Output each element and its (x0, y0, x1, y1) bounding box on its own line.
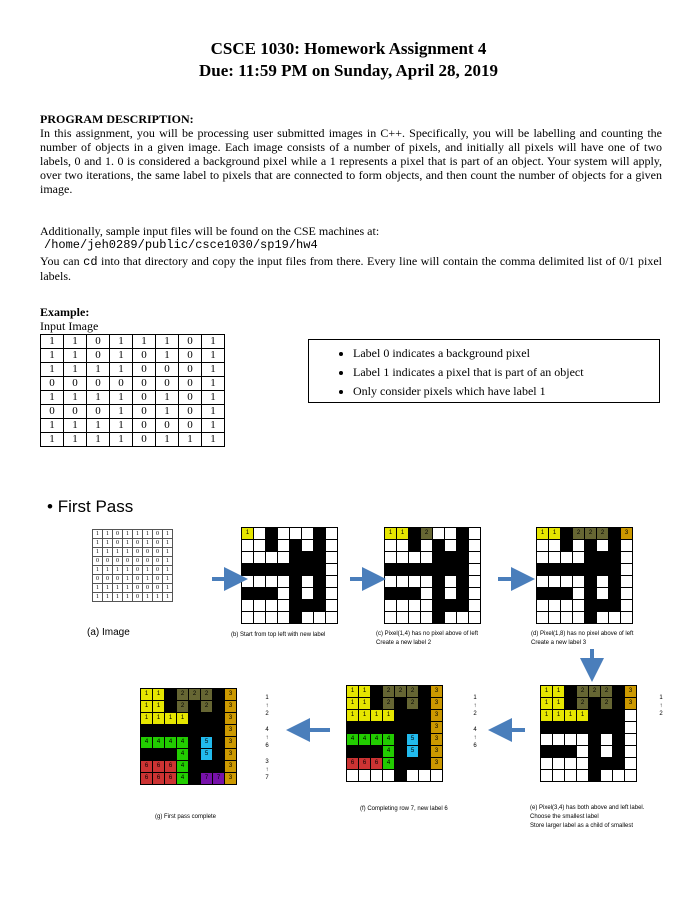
pixel-cell: 1 (541, 710, 552, 721)
pixel-cell: 1 (371, 710, 382, 721)
matrix-cell: 0 (156, 419, 179, 433)
matrix-cell: 0 (179, 335, 202, 349)
matrix-cell: 1 (113, 548, 123, 557)
matrix-cell: 1 (110, 419, 133, 433)
pixel-cell: 2 (597, 528, 608, 539)
matrix-cell: 0 (179, 377, 202, 391)
matrix-cell: 0 (179, 363, 202, 377)
pixel-cell: 1 (141, 701, 152, 712)
pixel-cell: 2 (573, 528, 584, 539)
pixel-cell: 4 (153, 737, 164, 748)
matrix-cell: 1 (87, 433, 110, 447)
equivalence-note: 6 (473, 743, 477, 749)
caption-e3: Store larger label as a child of smallest (530, 823, 634, 829)
equivalence-note: ↑ (265, 735, 269, 741)
pixel-cell: 1 (397, 528, 408, 539)
matrix-cell: 1 (123, 575, 133, 584)
pixel-cell: 1 (242, 528, 253, 539)
matrix-cell: 0 (153, 530, 163, 539)
matrix-cell: 1 (163, 557, 173, 566)
pixel-cell: 1 (565, 710, 576, 721)
pixel-cell: 7 (213, 773, 224, 784)
matrix-cell: 0 (133, 584, 143, 593)
matrix-cell: 1 (110, 363, 133, 377)
matrix-cell: 1 (163, 530, 173, 539)
matrix-cell: 0 (153, 557, 163, 566)
pixel-cell: 4 (177, 749, 188, 760)
equivalence-note: 4 (265, 727, 269, 733)
matrix-cell: 1 (156, 433, 179, 447)
matrix-cell: 0 (153, 539, 163, 548)
matrix-cell: 0 (133, 391, 156, 405)
pixel-cell: 3 (431, 698, 442, 709)
description-heading: PROGRAM DESCRIPTION: (40, 112, 194, 126)
pixel-cell: 3 (431, 746, 442, 757)
matrix-cell: 1 (143, 539, 153, 548)
matrix-cell: 1 (202, 433, 225, 447)
matrix-cell: 1 (64, 433, 87, 447)
matrix-cell: 1 (123, 530, 133, 539)
description-body: In this assignment, you will be processing user submitted images in C++. Specifically, you will be labelling and counting the number of objects in a given image. Each image consists of a number of pixels, and initially all pixels will have one of two labels, 0 and 1. 0 is considered a background pixel while a 1 represents a pixel that is part of an object. Your system will apply, over two iterations, the same label to pixels that are connected to form objects, and then count the number of objects for a given image. (40, 126, 662, 196)
pixel-cell: 6 (141, 761, 152, 772)
matrix-cell: 0 (41, 377, 64, 391)
matrix-cell: 1 (133, 530, 143, 539)
matrix-cell: 1 (41, 419, 64, 433)
matrix-cell: 1 (41, 433, 64, 447)
pixel-cell: 1 (549, 528, 560, 539)
matrix-cell: 1 (123, 584, 133, 593)
pixel-cell: 4 (383, 734, 394, 745)
matrix-cell: 1 (87, 391, 110, 405)
caption-d1: (d) Pixel(1,8) has no pixel above of left (531, 631, 634, 637)
matrix-cell: 1 (93, 584, 103, 593)
matrix-cell: 0 (179, 405, 202, 419)
caption-b: (b) Start from top left with new label (231, 632, 326, 638)
pixel-cell: 1 (359, 710, 370, 721)
pixel-cell: 6 (153, 773, 164, 784)
matrix-cell: 1 (41, 349, 64, 363)
pixel-cell: 1 (347, 710, 358, 721)
matrix-cell: 1 (87, 419, 110, 433)
matrix-cell: 0 (153, 584, 163, 593)
rule-item: • Label 1 indicates a pixel that is part of an object (353, 363, 659, 382)
pixel-cell: 1 (177, 713, 188, 724)
matrix-cell: 1 (64, 363, 87, 377)
pixel-cell: 2 (407, 698, 418, 709)
pixel-cell: 3 (225, 749, 236, 760)
matrix-cell: 0 (123, 557, 133, 566)
matrix-cell: 1 (93, 593, 103, 602)
pixel-cell: 1 (553, 698, 564, 709)
matrix-cell: 1 (163, 593, 173, 602)
matrix-cell: 0 (133, 557, 143, 566)
matrix-cell: 1 (202, 377, 225, 391)
matrix-cell: 0 (179, 349, 202, 363)
equivalence-note: 4 (473, 727, 477, 733)
pixel-cell: 1 (537, 528, 548, 539)
matrix-cell: 1 (143, 530, 153, 539)
first-pass-heading: • First Pass (47, 497, 134, 516)
caption-f: (f) Completing row 7, new label 6 (360, 806, 448, 812)
matrix-cell: 1 (64, 349, 87, 363)
pixel-cell: 4 (383, 746, 394, 757)
pixel-cell: 4 (347, 734, 358, 745)
pixel-cell: 3 (625, 698, 636, 709)
matrix-cell: 1 (113, 584, 123, 593)
matrix-cell: 1 (123, 566, 133, 575)
pixel-cell: 3 (431, 734, 442, 745)
matrix-cell: 1 (87, 363, 110, 377)
matrix-cell: 0 (87, 405, 110, 419)
matrix-cell: 1 (163, 584, 173, 593)
equivalence-note: ↑ (473, 703, 477, 709)
matrix-cell: 1 (153, 593, 163, 602)
pixel-cell: 4 (177, 773, 188, 784)
matrix-cell: 0 (64, 377, 87, 391)
pixel-cell: 3 (225, 737, 236, 748)
matrix-cell: 1 (110, 335, 133, 349)
matrix-cell: 0 (153, 566, 163, 575)
due-date: Due: 11:59 PM on Sunday, April 28, 2019 (199, 61, 498, 80)
pixel-cell: 1 (141, 713, 152, 724)
matrix-cell: 1 (113, 593, 123, 602)
equivalence-note: 2 (473, 711, 477, 717)
input-path: /home/jeh0289/public/csce1030/sp19/hw4 (44, 238, 318, 252)
matrix-cell: 1 (103, 548, 113, 557)
matrix-cell: 0 (179, 391, 202, 405)
pixel-cell: 2 (201, 701, 212, 712)
matrix-cell: 0 (133, 593, 143, 602)
matrix-cell: 1 (123, 539, 133, 548)
cd-command: cd (83, 255, 98, 269)
matrix-cell: 0 (87, 335, 110, 349)
equivalence-note: 1 (473, 695, 477, 701)
pixel-cell: 1 (359, 698, 370, 709)
matrix-cell: 0 (143, 548, 153, 557)
equivalence-note: 7 (265, 775, 269, 781)
matrix-cell: 0 (153, 548, 163, 557)
matrix-cell: 1 (93, 548, 103, 557)
pixel-cell: 2 (577, 686, 588, 697)
matrix-cell: 1 (103, 530, 113, 539)
matrix-cell: 1 (103, 593, 113, 602)
pixel-cell: 2 (421, 528, 432, 539)
matrix-cell: 0 (103, 557, 113, 566)
matrix-cell: 0 (133, 377, 156, 391)
matrix-cell: 0 (93, 557, 103, 566)
pixel-cell: 6 (371, 758, 382, 769)
caption-d2: Create a new label 3 (531, 640, 587, 646)
matrix-cell: 1 (202, 391, 225, 405)
matrix-cell: 1 (143, 593, 153, 602)
matrix-cell: 1 (202, 419, 225, 433)
matrix-cell: 0 (133, 539, 143, 548)
matrix-cell: 1 (163, 566, 173, 575)
pixel-cell: 6 (165, 773, 176, 784)
pixel-cell: 2 (601, 698, 612, 709)
example-subheading: Input Image (40, 319, 99, 333)
caption-g: (g) First pass complete (155, 814, 217, 820)
equivalence-note: 3 (265, 759, 269, 765)
pixel-cell: 5 (201, 749, 212, 760)
matrix-cell: 0 (153, 575, 163, 584)
matrix-cell: 0 (133, 363, 156, 377)
pixel-cell: 1 (541, 698, 552, 709)
matrix-cell: 1 (64, 419, 87, 433)
equivalence-note: 1 (659, 695, 663, 701)
matrix-cell: 0 (133, 349, 156, 363)
matrix-cell: 0 (113, 530, 123, 539)
matrix-cell: 1 (163, 539, 173, 548)
pixel-cell: 1 (347, 698, 358, 709)
matrix-cell: 1 (123, 548, 133, 557)
matrix-cell: 0 (133, 548, 143, 557)
pixel-cell: 4 (177, 761, 188, 772)
matrix-cell: 1 (133, 335, 156, 349)
pixel-cell: 6 (347, 758, 358, 769)
pixel-cell: 1 (541, 686, 552, 697)
pixel-cell: 6 (359, 758, 370, 769)
pixel-cell: 4 (165, 737, 176, 748)
matrix-cell: 1 (202, 335, 225, 349)
matrix-cell: 1 (113, 566, 123, 575)
equivalence-note: ↑ (265, 767, 269, 773)
cd-post: into that directory and copy the input files from there. Every line will contain the comma delimited list of 0/1 pixel labels. (40, 254, 663, 283)
pixel-cell: 4 (371, 734, 382, 745)
pixel-cell: 2 (395, 686, 406, 697)
caption-a: (a) Image (87, 627, 130, 638)
pixel-cell: 1 (577, 710, 588, 721)
pixel-cell: 3 (225, 713, 236, 724)
rule-item: • Only consider pixels which have label 1 (353, 382, 659, 401)
matrix-cell: 0 (93, 575, 103, 584)
first-pass-title: First Pass (57, 497, 134, 516)
matrix-cell: 0 (87, 377, 110, 391)
pixel-cell: 3 (625, 686, 636, 697)
pixel-cell: 1 (385, 528, 396, 539)
pixel-cell: 5 (201, 737, 212, 748)
matrix-cell: 1 (202, 363, 225, 377)
matrix-cell: 1 (110, 349, 133, 363)
cd-pre: You can (40, 254, 84, 268)
matrix-cell: 0 (110, 377, 133, 391)
pixel-cell: 3 (225, 701, 236, 712)
pixel-cell: 7 (201, 773, 212, 784)
equivalence-note: ↑ (265, 703, 269, 709)
matrix-cell: 1 (163, 575, 173, 584)
example-heading: Example: (40, 305, 90, 319)
pixel-cell: 5 (407, 734, 418, 745)
pixel-cell: 2 (589, 686, 600, 697)
pixel-cell: 1 (141, 689, 152, 700)
pixel-cell: 6 (153, 761, 164, 772)
matrix-cell: 0 (113, 557, 123, 566)
pixel-cell: 3 (431, 686, 442, 697)
matrix-cell: 1 (93, 530, 103, 539)
matrix-cell: 0 (113, 539, 123, 548)
matrix-cell: 1 (202, 405, 225, 419)
matrix-cell: 1 (110, 391, 133, 405)
page-title: CSCE 1030: Homework Assignment 4 (210, 39, 487, 58)
pixel-cell: 1 (553, 686, 564, 697)
pixel-cell: 3 (431, 722, 442, 733)
additional-text: Additionally, sample input files will be found on the CSE machines at: (40, 224, 380, 238)
matrix-cell: 1 (64, 391, 87, 405)
matrix-cell: 0 (64, 405, 87, 419)
equivalence-note: 2 (659, 711, 663, 717)
pixel-cell: 2 (383, 698, 394, 709)
pixel-cell: 2 (177, 701, 188, 712)
pixel-cell: 2 (407, 686, 418, 697)
matrix-cell: 1 (163, 548, 173, 557)
matrix-cell: 1 (93, 539, 103, 548)
pixel-cell: 4 (359, 734, 370, 745)
pixel-cell: 2 (601, 686, 612, 697)
equivalence-note: 6 (265, 743, 269, 749)
matrix-cell: 1 (41, 335, 64, 349)
pixel-cell: 5 (407, 746, 418, 757)
pixel-cell: 2 (189, 689, 200, 700)
matrix-cell: 1 (143, 575, 153, 584)
matrix-cell: 1 (179, 433, 202, 447)
pixel-cell: 1 (359, 686, 370, 697)
pixel-cell: 1 (165, 713, 176, 724)
matrix-cell: 1 (64, 335, 87, 349)
caption-c2: Create a new label 2 (376, 640, 432, 646)
matrix-cell: 0 (87, 349, 110, 363)
pixel-cell: 1 (383, 710, 394, 721)
pixel-cell: 2 (383, 686, 394, 697)
pixel-cell: 3 (225, 725, 236, 736)
matrix-cell: 0 (133, 566, 143, 575)
matrix-cell: 1 (103, 584, 113, 593)
pixel-cell: 3 (225, 689, 236, 700)
matrix-cell: 0 (113, 575, 123, 584)
pixel-cell: 6 (141, 773, 152, 784)
rule-item: • Label 0 indicates a background pixel (353, 344, 659, 363)
pixel-cell: 3 (225, 761, 236, 772)
pixel-cell: 2 (177, 689, 188, 700)
pixel-cell: 3 (431, 710, 442, 721)
pixel-cell: 1 (153, 713, 164, 724)
matrix-cell: 0 (156, 377, 179, 391)
pixel-cell: 1 (553, 710, 564, 721)
pixel-cell: 6 (165, 761, 176, 772)
matrix-cell: 0 (133, 419, 156, 433)
pixel-cell: 4 (383, 758, 394, 769)
pixel-cell: 2 (201, 689, 212, 700)
caption-c1: (c) Pixel(1,4) has no pixel above of left (376, 631, 479, 637)
pixel-cell: 4 (177, 737, 188, 748)
pixel-cell: 3 (431, 758, 442, 769)
matrix-cell: 1 (123, 593, 133, 602)
matrix-cell: 1 (41, 363, 64, 377)
matrix-cell: 1 (202, 349, 225, 363)
pixel-cell: 4 (141, 737, 152, 748)
equivalence-note: 2 (265, 711, 269, 717)
equivalence-note: ↑ (659, 703, 663, 709)
pixel-cell: 2 (577, 698, 588, 709)
pixel-cell: 1 (153, 689, 164, 700)
matrix-cell: 0 (179, 419, 202, 433)
matrix-cell: 1 (156, 405, 179, 419)
matrix-cell: 0 (156, 363, 179, 377)
caption-e1: (e) Pixel(3,4) has both above and left label. (530, 805, 645, 811)
pixel-cell: 1 (153, 701, 164, 712)
matrix-cell: 1 (143, 566, 153, 575)
caption-e2: Choose the smallest label (530, 814, 599, 820)
pixel-cell: 2 (585, 528, 596, 539)
matrix-cell: 1 (103, 566, 113, 575)
matrix-cell: 1 (156, 335, 179, 349)
matrix-cell: 0 (133, 405, 156, 419)
pixel-cell: 3 (621, 528, 632, 539)
matrix-cell: 1 (110, 433, 133, 447)
matrix-cell: 0 (41, 405, 64, 419)
equivalence-note: 1 (265, 695, 269, 701)
matrix-cell: 1 (41, 391, 64, 405)
matrix-cell: 1 (110, 405, 133, 419)
matrix-cell: 1 (93, 566, 103, 575)
matrix-cell: 0 (143, 584, 153, 593)
matrix-cell: 0 (143, 557, 153, 566)
matrix-cell: 1 (156, 349, 179, 363)
matrix-cell: 0 (103, 575, 113, 584)
matrix-cell: 1 (156, 391, 179, 405)
pixel-cell: 1 (347, 686, 358, 697)
matrix-cell: 0 (133, 575, 143, 584)
matrix-cell: 1 (103, 539, 113, 548)
pixel-cell: 3 (225, 773, 236, 784)
equivalence-note: ↑ (473, 735, 477, 741)
matrix-cell: 0 (133, 433, 156, 447)
